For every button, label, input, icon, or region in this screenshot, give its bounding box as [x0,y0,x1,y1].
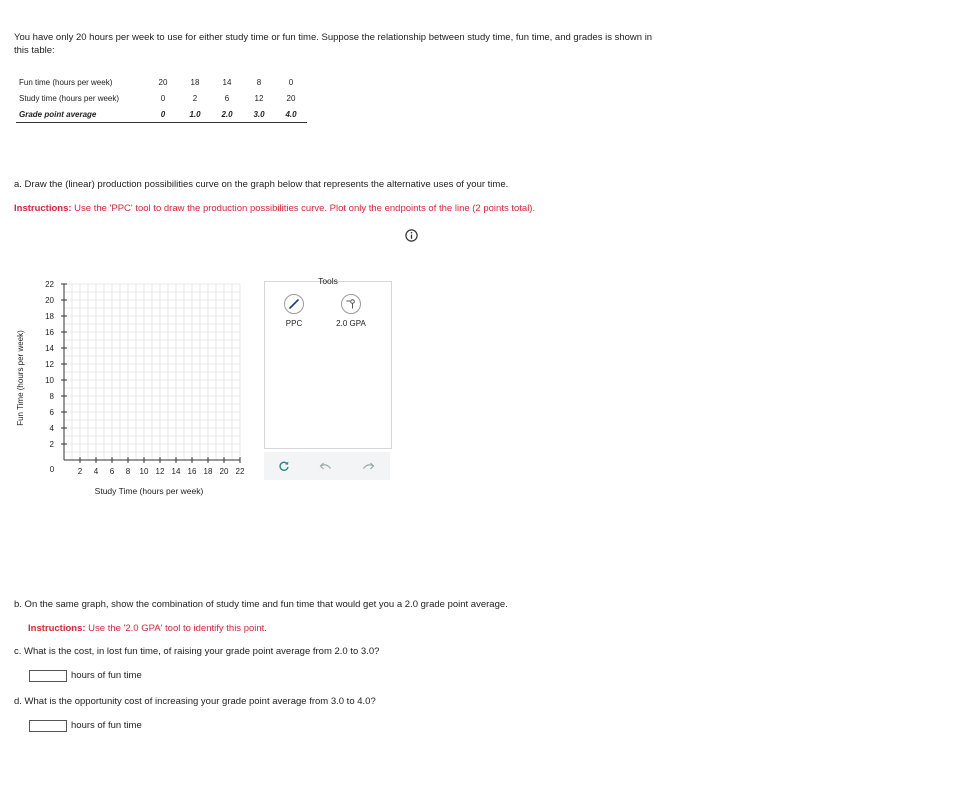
answer-c-unit: hours of fun time [71,670,142,681]
cell: 0 [147,106,179,123]
cell: 20 [286,93,296,103]
cell: 0 [288,77,294,87]
cell: 18 [190,77,200,87]
cell: 0 [160,93,166,103]
y-tick-label: 6 [49,408,54,417]
point-marker-icon [345,298,357,310]
cell: 2.0 [211,106,243,123]
ppc-tool-label: PPC [285,319,303,328]
ticks [45,280,245,476]
instructions-b [28,623,267,634]
cell: 2 [192,93,198,103]
question-a: a. Draw the (linear) production possibilities curve on the graph below that represents the alternative uses of your time. [14,179,509,190]
x-axis-label: Study Time (hours per week) [94,486,204,496]
x-tick-label: 12 [155,467,165,476]
cell: 12 [254,93,264,103]
instructions-a [14,203,535,214]
x-tick-label: 22 [235,467,245,476]
info-icon[interactable] [405,229,418,242]
x-tick-label: 10 [139,467,149,476]
y-tick-label: 14 [45,344,54,353]
x-tick-label: 8 [125,467,131,476]
question-d: d. What is the opportunity cost of increasing your grade point average from 3.0 to 4.0? [14,696,376,707]
x-tick-label: 18 [203,467,213,476]
y-tick-label: 12 [45,360,54,369]
x-tick-label: 4 [93,467,99,476]
y-tick-label: 18 [45,312,54,321]
question-c: c. What is the cost, in lost fun time, of raising your grade point average from 2.0 to 3.0? [14,646,380,657]
graph-toolbar [264,452,390,480]
y-tick-label: 8 [49,392,54,401]
cell: 20 [158,77,168,87]
y-tick-label: 16 [45,328,54,337]
y-axis-label: Fun Time (hours per week) [16,330,25,426]
x-tick-label: 16 [187,467,197,476]
x-tick-label: 2 [77,467,83,476]
row-label: Study time (hours per week) [19,93,120,103]
cell: 14 [222,77,232,87]
question-b: b. On the same graph, show the combination of study time and fun time that would get you a 2.0 grade point average. [14,599,508,610]
row-label: Fun time (hours per week) [19,77,113,87]
answer-d-unit: hours of fun time [71,720,142,731]
grid [64,284,240,460]
table-row-gpa [16,106,307,123]
cell: 4.0 [275,106,307,123]
x-tick-label: 6 [109,467,115,476]
table-row-study-time [16,90,307,106]
y-tick-label: 20 [45,296,54,305]
tools-panel [264,276,392,449]
line-draw-icon [288,298,300,310]
intro-text: You have only 20 hours per week to use for either study time or fun time. Suppose the relationship between study time, fun time, and grades is shown in this table: [14,32,653,56]
instructions-text: Use the 'PPC' tool to draw the production possibilities curve. Plot only the endpoints of the line (2 points total). [71,203,536,214]
instructions-label: Instructions: [28,623,86,634]
table-row-fun-time [16,74,307,90]
y-tick-label: 2 [49,440,54,449]
reset-icon[interactable] [276,458,292,474]
cell: 6 [224,93,230,103]
undo-icon[interactable] [317,458,333,474]
x-tick-label: 14 [171,467,181,476]
y-tick-label: 10 [45,376,54,385]
data-table [16,74,307,123]
y-tick-label: 22 [45,280,54,289]
answer-d-input[interactable] [29,720,67,732]
row-label: Grade point average [16,106,147,123]
cell: 8 [256,77,262,87]
ppc-tool-button[interactable] [284,294,304,314]
y-tick-label: 4 [49,424,54,433]
x-tick-label: 20 [219,467,229,476]
cell: 3.0 [243,106,275,123]
gpa-tool-button[interactable] [341,294,361,314]
instructions-text: Use the '2.0 GPA' tool to identify this point. [85,623,267,634]
origin-label: 0 [49,465,55,474]
answer-c-input[interactable] [29,670,67,682]
ppc-graph[interactable] [0,270,262,510]
tools-title: Tools [318,276,338,286]
redo-icon[interactable] [360,458,376,474]
instructions-label: Instructions: [14,203,72,214]
gpa-tool-label: 2.0 GPA [336,319,366,328]
cell: 1.0 [179,106,211,123]
